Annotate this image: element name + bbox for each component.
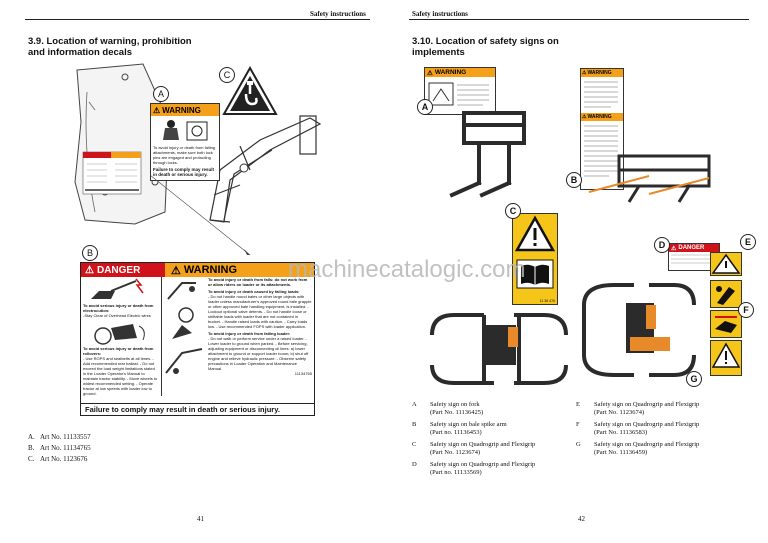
warning-triangle-icon: ⚠ — [171, 264, 181, 277]
legend-key: G — [576, 441, 581, 448]
danger-label: DANGER — [678, 245, 705, 251]
callout-c: C — [219, 67, 235, 83]
decal-b-part-number: 11134765 — [294, 371, 312, 376]
sign-f-1 — [710, 280, 742, 308]
list-item-key: C. — [28, 455, 35, 463]
legend-item — [412, 401, 570, 417]
sign-f-2 — [710, 310, 742, 338]
decal-b-footer: Failure to comply may result in death or serious injury. — [81, 403, 314, 415]
list-item-key: A. — [28, 433, 35, 441]
callout-a: A — [153, 86, 169, 102]
sign-c-part-number: 11 36 476 — [539, 299, 555, 303]
decal-a-footer: Failure to comply may result in death or serious injury. — [153, 167, 215, 177]
legend-item — [576, 441, 734, 457]
list-item-text: Art No. 1123676 — [40, 455, 88, 463]
legend-line-1: Safety sign on fork — [430, 401, 480, 408]
block2-text: - Use ROPS and seatbelts at all times. - Add recommended rear ballast. - Do not exceed the load weight limitations stated in the Loader Operator's Manual to maintain tractor stability. - Move wheels to widest recommended setting. - Operate tractor at low speeds with loader low to ground. — [83, 356, 158, 396]
fork-implement-illustration — [444, 105, 539, 200]
watermark: machinecatalogic.com — [288, 256, 526, 283]
legend-key: B — [412, 421, 417, 428]
flexigrip-illustration — [574, 275, 704, 385]
decal-b-danger-header — [81, 263, 165, 277]
legend-line-1: Safety sign on Quadrogrip and Flexigrip — [594, 441, 700, 448]
warning-triangle-icon — [513, 214, 557, 256]
header-rule — [409, 19, 749, 20]
block2-title: To avoid serious injury or death from rollovers: — [83, 346, 154, 356]
legend-item — [576, 401, 734, 417]
legend-line-2: (Part No. 11136459) — [594, 449, 648, 456]
decal-b — [80, 262, 315, 416]
warning-title: To avoid injury or death from falls: do not work from or allow riders on loader or its attachments. — [208, 277, 308, 287]
block1-text: -Stay Clear of Overhead Electric wires — [83, 313, 151, 318]
list-item-key: B. — [28, 444, 35, 452]
section-title-line-2: and information decals — [28, 47, 132, 58]
sign-b-text-lines — [581, 77, 621, 113]
block1-title: To avoid serious injury or death from electrocution: — [83, 303, 154, 313]
legend-right — [576, 401, 734, 461]
legend-key: D — [412, 461, 417, 468]
bale-spike-illustration — [579, 150, 729, 210]
legend-line-2: (Part no. 11136453) — [430, 429, 482, 436]
legend-line-2: (Part No. 11136583) — [594, 429, 648, 436]
sign-d-header — [669, 244, 719, 252]
list-item — [28, 432, 91, 443]
electrocution-icon — [81, 277, 159, 303]
legend-line-1: Safety sign on Quadrogrip and Flexigrip — [594, 401, 700, 408]
page-header: Safety instructions — [310, 10, 366, 18]
warning-triangle-icon — [711, 253, 741, 275]
warning-triangle-icon: ⚠ — [153, 105, 161, 115]
legend-line-2: (Part No. 1123674) — [430, 449, 481, 456]
legend-line-2: (Part No. 1123674) — [594, 409, 645, 416]
callout-b: B — [82, 245, 98, 261]
warning-label: WARNING — [183, 264, 238, 276]
pinned-attachment-icon — [151, 116, 217, 144]
legend-item — [412, 461, 570, 477]
legend-line-2: (Part No. 11136425) — [430, 409, 484, 416]
callout-e: E — [740, 234, 756, 250]
section-title — [28, 36, 192, 58]
block3-text: - Do not handle round bales or other large objects with loader unless manufacturer's approved round bale grapple or other approved bale handling equipment, is installed. - Lockout optional valve detents. - Do not handle loose or shiftable loads with loader that are not contained in bucket. - Handle raised loads with caution. - Carry loads low. - Use recommended FOPS with loader application. — [208, 294, 312, 329]
warning-triangle-icon: ⚠ — [582, 70, 587, 76]
crush-hazard-icon — [711, 281, 741, 307]
falling-load-icon — [162, 303, 206, 343]
quadrogrip-illustration — [424, 295, 574, 390]
decal-b-block2 — [81, 346, 161, 396]
rollover-icon — [81, 320, 159, 346]
header-rule — [25, 19, 370, 20]
warning-triangle-icon — [711, 341, 741, 375]
hand-pinch-icon — [711, 311, 741, 337]
callout-f: F — [738, 302, 754, 318]
sign-b-header-1 — [581, 69, 623, 77]
legend-item — [412, 421, 570, 437]
sign-a-header — [425, 68, 495, 77]
callout-c: C — [505, 203, 521, 219]
art-number-list — [28, 432, 91, 465]
warning-triangle-icon: ⚠ — [427, 69, 433, 77]
callout-b: B — [566, 172, 582, 188]
legend-line-1: Safety sign on bale spike arm — [430, 421, 507, 428]
danger-label: DANGER — [96, 264, 141, 276]
callout-g: G — [686, 371, 702, 387]
legend-item — [412, 441, 570, 457]
block4-text: - Do not walk or perform service under a raised loader. - Lower loader to ground when parked. - Before servicing, adjusting equipment or disconnecting oil lines: a) lower attachment to ground or support loader boom; b) shut off engine and relieve hydraulic pressure. - Observe safety precautions in Loader Operation and Maintenance Manual. — [208, 336, 309, 371]
warning-triangle-icon: ⚠ — [582, 114, 587, 120]
decal-a-header — [151, 104, 219, 116]
legend-line-1: Safety sign on Quadrogrip and Flexigrip — [594, 421, 700, 428]
falling-loader-icon — [162, 343, 206, 379]
callout-a: A — [417, 99, 433, 115]
decal-b-block1 — [81, 303, 161, 318]
section-title-line-2: implements — [412, 47, 465, 58]
decal-a — [150, 103, 220, 181]
legend-key: A — [412, 401, 417, 408]
list-item — [28, 443, 91, 454]
legend-key: F — [576, 421, 580, 428]
block4-title: To avoid injury or death from falling loader: — [208, 331, 291, 336]
legend-item — [576, 421, 734, 437]
list-item-text: Art No. 11134765 — [40, 444, 91, 452]
callout-d: D — [654, 237, 670, 253]
section-title — [412, 36, 559, 58]
page-number: 41 — [197, 515, 204, 523]
list-item — [28, 454, 91, 465]
legend-left — [412, 401, 570, 481]
danger-triangle-icon: ⚠ — [671, 245, 677, 252]
decal-b-right-text — [206, 277, 314, 396]
warning-label: WARNING — [434, 69, 467, 76]
falls-icon — [162, 277, 206, 303]
decal-a-text: To avoid injury or death from falling attachments, make sure both lock pins are engaged and protruding through locks. — [153, 145, 216, 165]
legend-line-2: (Part no. 11133569) — [430, 469, 482, 476]
section-title-line-1: 3.10. Location of safety signs on — [412, 36, 559, 47]
warning-label: WARNING — [587, 70, 612, 76]
page-header: Safety instructions — [412, 10, 468, 18]
danger-triangle-icon: ⚠ — [85, 264, 94, 276]
sign-g — [710, 340, 742, 376]
section-title-line-1: 3.9. Location of warning, prohibition — [28, 36, 192, 47]
legend-key: E — [576, 401, 580, 408]
sign-b-header-2 — [581, 113, 623, 121]
sign-e — [710, 252, 742, 276]
warning-label: WARNING — [587, 114, 612, 120]
decal-a-heading: WARNING — [162, 105, 201, 115]
legend-line-1: Safety sign on Quadrogrip and Flexigrip — [430, 441, 536, 448]
block3-title: To avoid injury or death caused by falling loads: — [208, 289, 300, 294]
list-item-text: Art No. 11133557 — [40, 433, 91, 441]
leader-line — [150, 175, 260, 265]
page-number: 42 — [578, 515, 585, 523]
legend-key: C — [412, 441, 417, 448]
legend-line-1: Safety sign on Quadrogrip and Flexigrip — [430, 461, 536, 468]
